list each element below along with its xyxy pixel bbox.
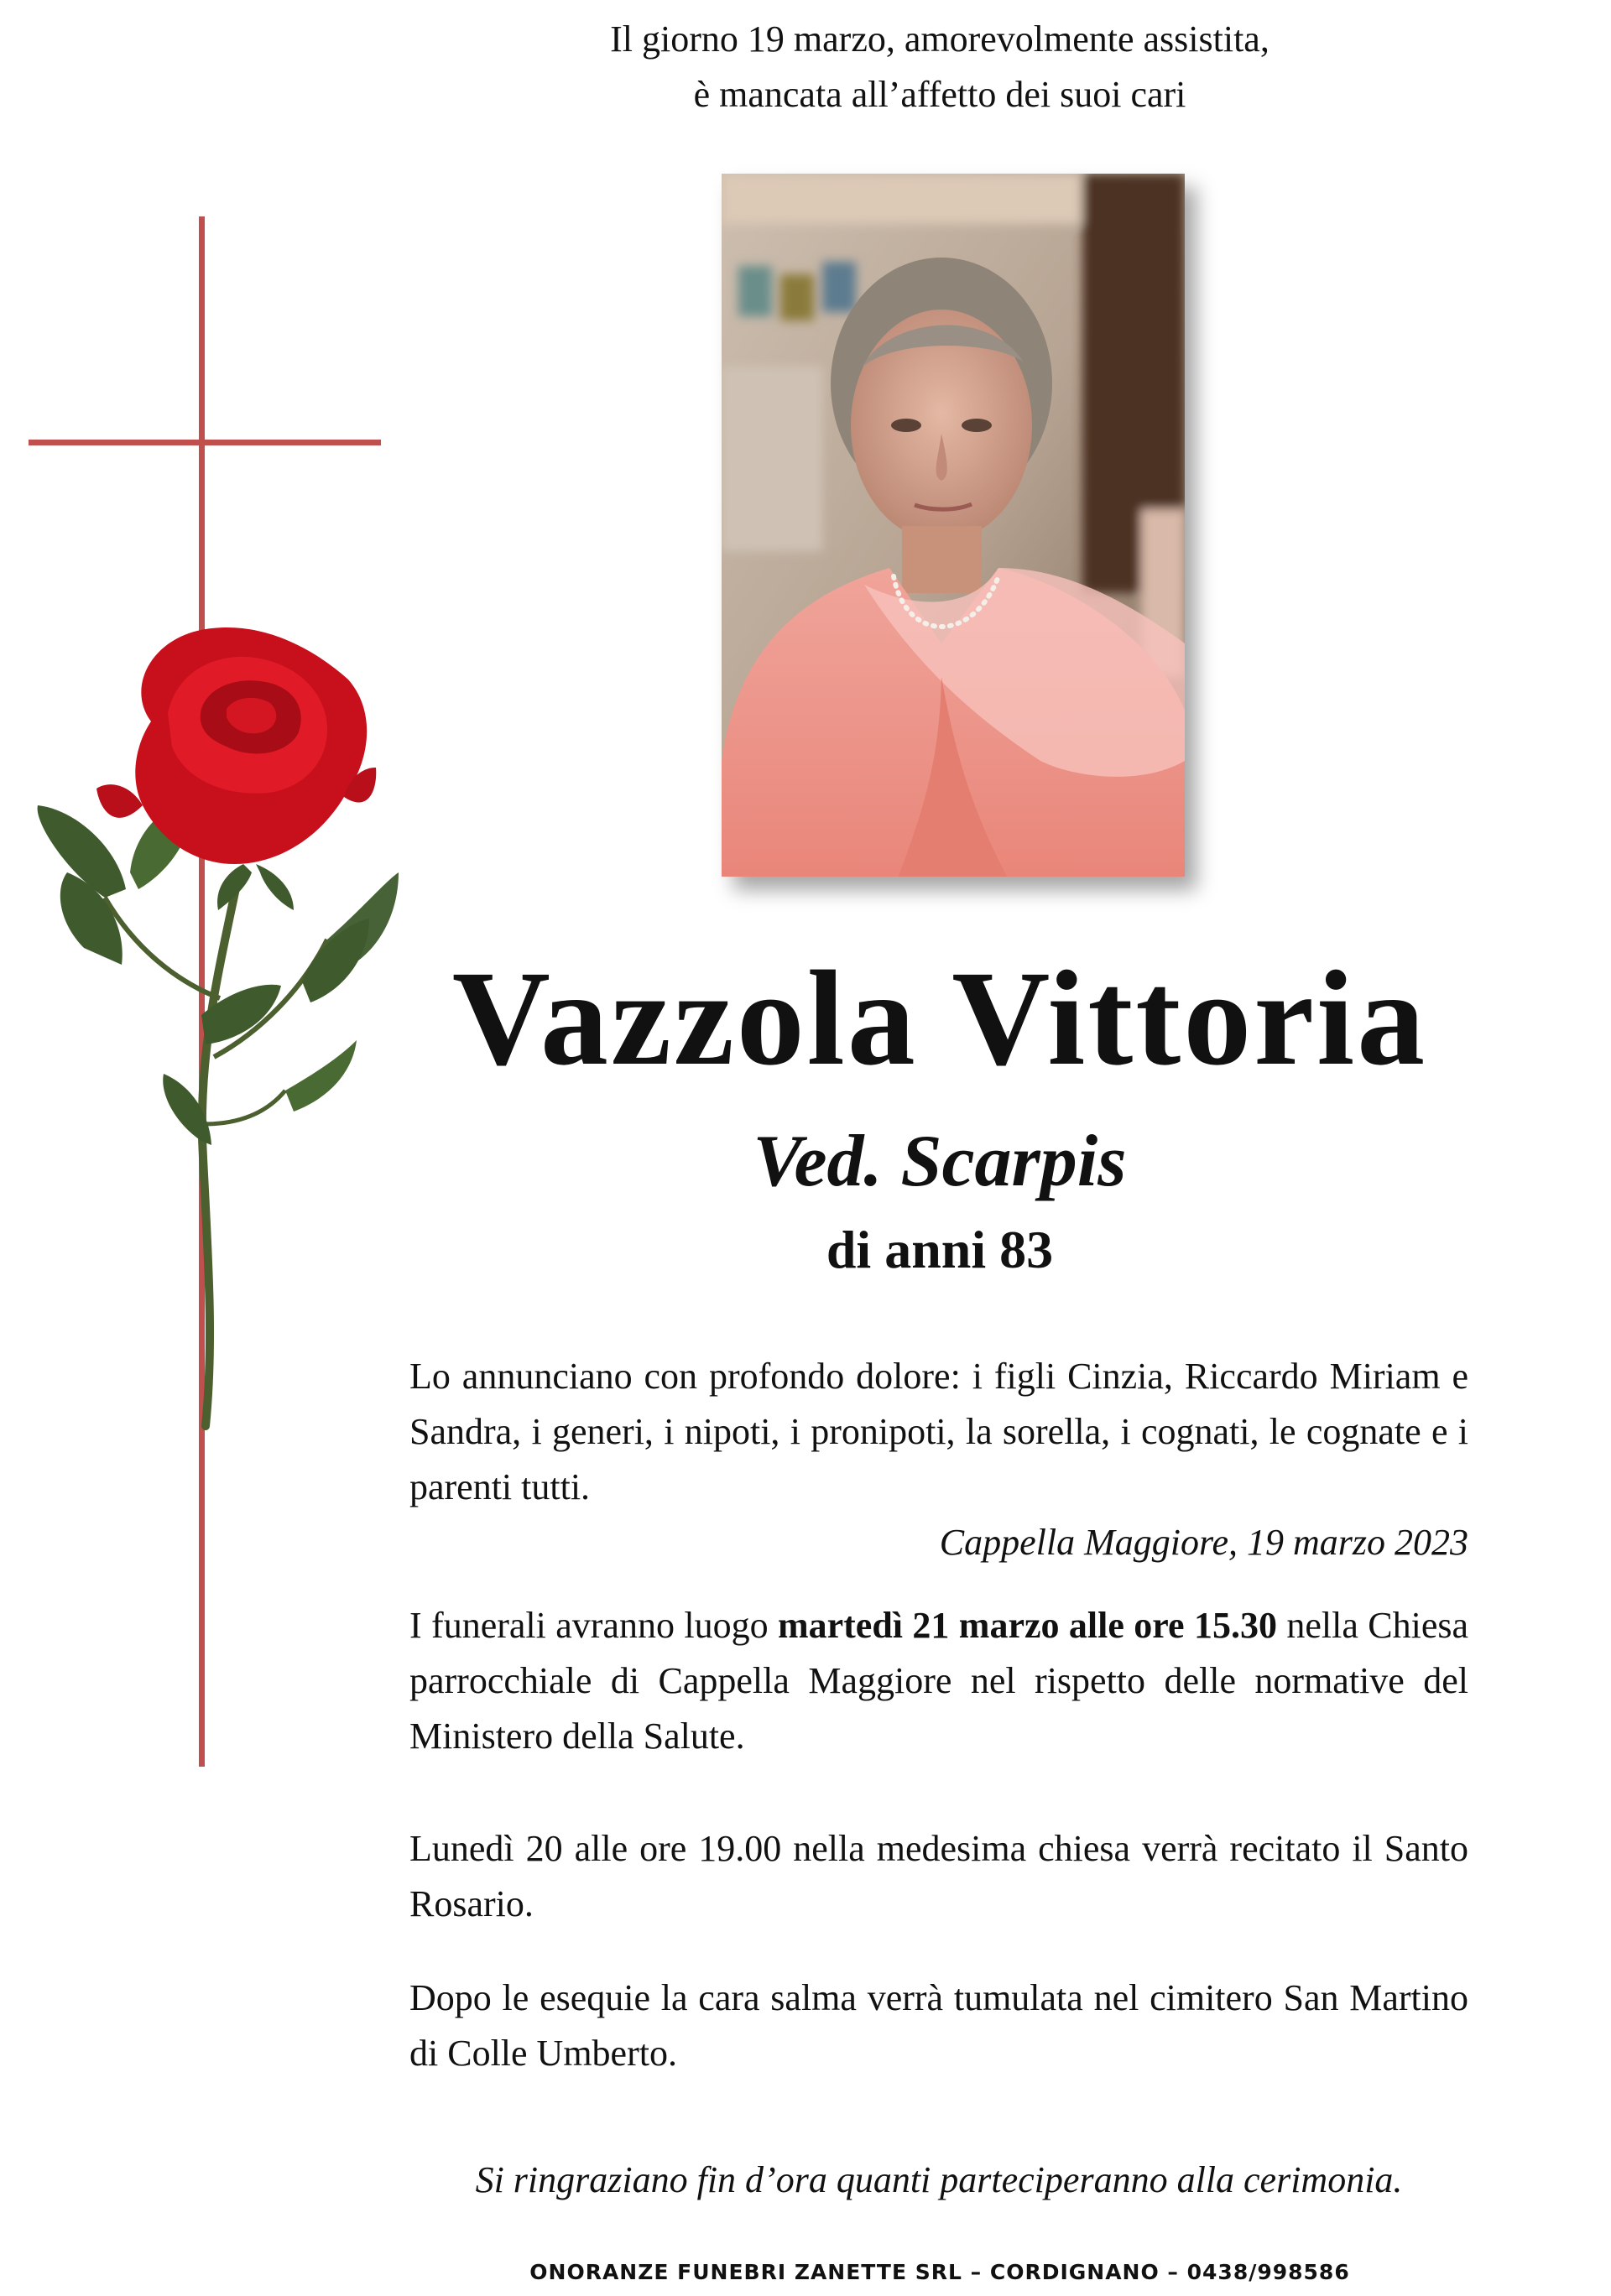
funeral-text bbox=[409, 1598, 1468, 1764]
announcement-text: Lo annunciano con profondo dolore: i figli Cinzia, Riccardo Miriam e Sandra, i generi, i nipoti, i pronipoti, la sorella, i cognati, le cognate e i parenti tutti. bbox=[409, 1356, 1468, 1507]
rosary-text: Lunedì 20 alle ore 19.00 nella medesima chiesa verrà recitato il Santo Rosario. bbox=[409, 1828, 1468, 1924]
place-date: Cappella Maggiore, 19 marzo 2023 bbox=[939, 1522, 1468, 1563]
deceased-name: Vazzola Vittoria bbox=[451, 944, 1428, 1094]
funeral-datetime: martedì 21 marzo alle ore 15.30 bbox=[777, 1605, 1277, 1646]
funeral-text-before: I funerali avranno luogo bbox=[409, 1605, 778, 1646]
intro-line-2: è mancata all’affetto dei suoi cari bbox=[693, 74, 1186, 115]
intro-line-1: Il giorno 19 marzo, amorevolmente assistita, bbox=[610, 18, 1270, 60]
thanks-text: Si ringraziano fin d’ora quanti parteciperanno alla cerimonia. bbox=[475, 2159, 1403, 2200]
burial-text: Dopo le esequie la cara salma verrà tumulata nel cimitero San Martino di Colle Umberto. bbox=[409, 1977, 1468, 2074]
age: di anni 83 bbox=[826, 1220, 1054, 1279]
intro-text bbox=[470, 12, 1410, 122]
funeral-text-after: nella Chiesa parrocchiale di Cappella Maggiore nel rispetto delle normative del Ministero della Salute. bbox=[409, 1605, 1468, 1757]
portrait-photo bbox=[722, 174, 1185, 877]
funeral-home-footer: ONORANZE FUNEBRI ZANETTE SRL – CORDIGNANO – 0438/998586 bbox=[529, 2260, 1350, 2284]
widow-of: Ved. Scarpis bbox=[753, 1121, 1127, 1202]
